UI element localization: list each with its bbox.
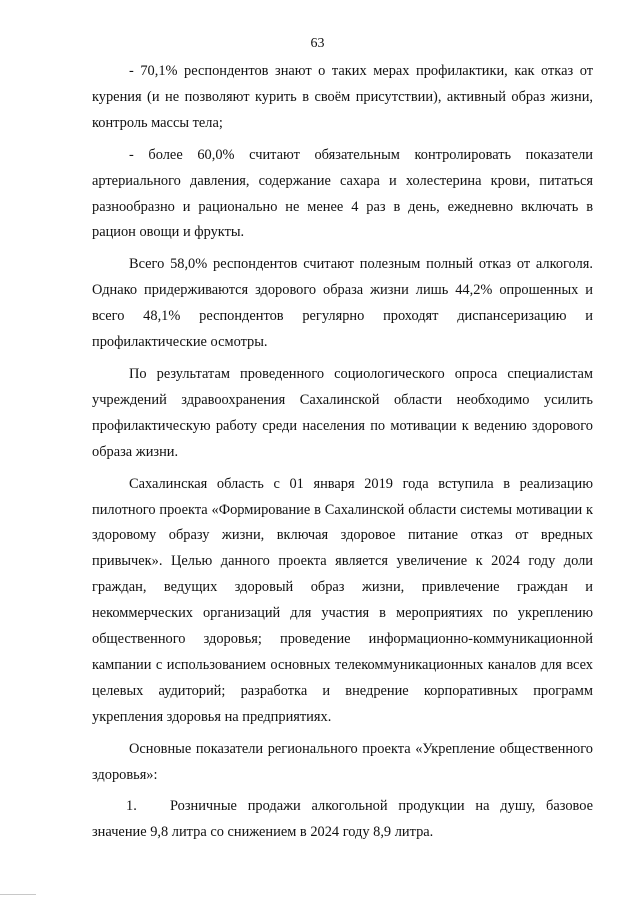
paragraph-alcohol-refusal: Всего 58,0% респондентов считают полезным полный отказ от алкоголя. Однако придерживаются здорового образа жизни лишь 44,2% опрошенных и всего 48,1% респондентов регулярно проходят диспансеризацию и профилактические осмотры. [92, 256, 593, 351]
page-number: 63 [310, 36, 325, 51]
paragraph-smoking-awareness: - 70,1% респондентов знают о таких мерах профилактики, как отказ от курения (и не позволяют курить в своём присутствии), активный образ жизни, контроль массы тела; [92, 63, 593, 131]
paragraph-indicators-intro: Основные показатели регионального проекта «Укрепление общественного здоровья»: [92, 740, 593, 783]
paragraph-health-monitoring: - более 60,0% считают обязательным контролировать показатели артериального давления, содержание сахара и холестерина крови, питаться разнообразно и рационально не менее 4 раз в день, ежедневно включать в рацион овощи и фрукты. [92, 146, 593, 241]
paragraph-survey-results: По результатам проведенного социологического опроса специалистам учреждений здравоохранения Сахалинской области необходимо усилить профилактическую работу среди населения по мотивации к ведению здорового образа жизни. [92, 365, 593, 460]
paragraph-pilot-project: Сахалинская область с 01 января 2019 года вступила в реализацию пилотного проекта «Формирование в Сахалинской области системы мотивации к здоровому образу жизни, включая здоровое питание отказ от вредных привычек». Целью данного проекта является увеличение к 2024 году доли граждан, ведущих здоровый образ жизни, привлечение граждан и некоммерческих организаций для участия в мероприятиях по укреплению общественного здоровья; проведение информационно-коммуникационной кампании с использованием основных телекоммуникационных каналов для всех целевых аудиторий; разработка и внедрение корпоративных программ укрепления здоровья на предприятиях. [92, 475, 593, 725]
list-item-text: Розничные продажи алкогольной продукции на душу, базовое значение 9,8 литра со снижением в 2024 году 8,9 литра. [92, 798, 593, 841]
list-item-number: 1. [126, 798, 137, 815]
scan-edge-mark [0, 894, 36, 895]
list-item [92, 794, 593, 846]
document-body [92, 59, 593, 846]
